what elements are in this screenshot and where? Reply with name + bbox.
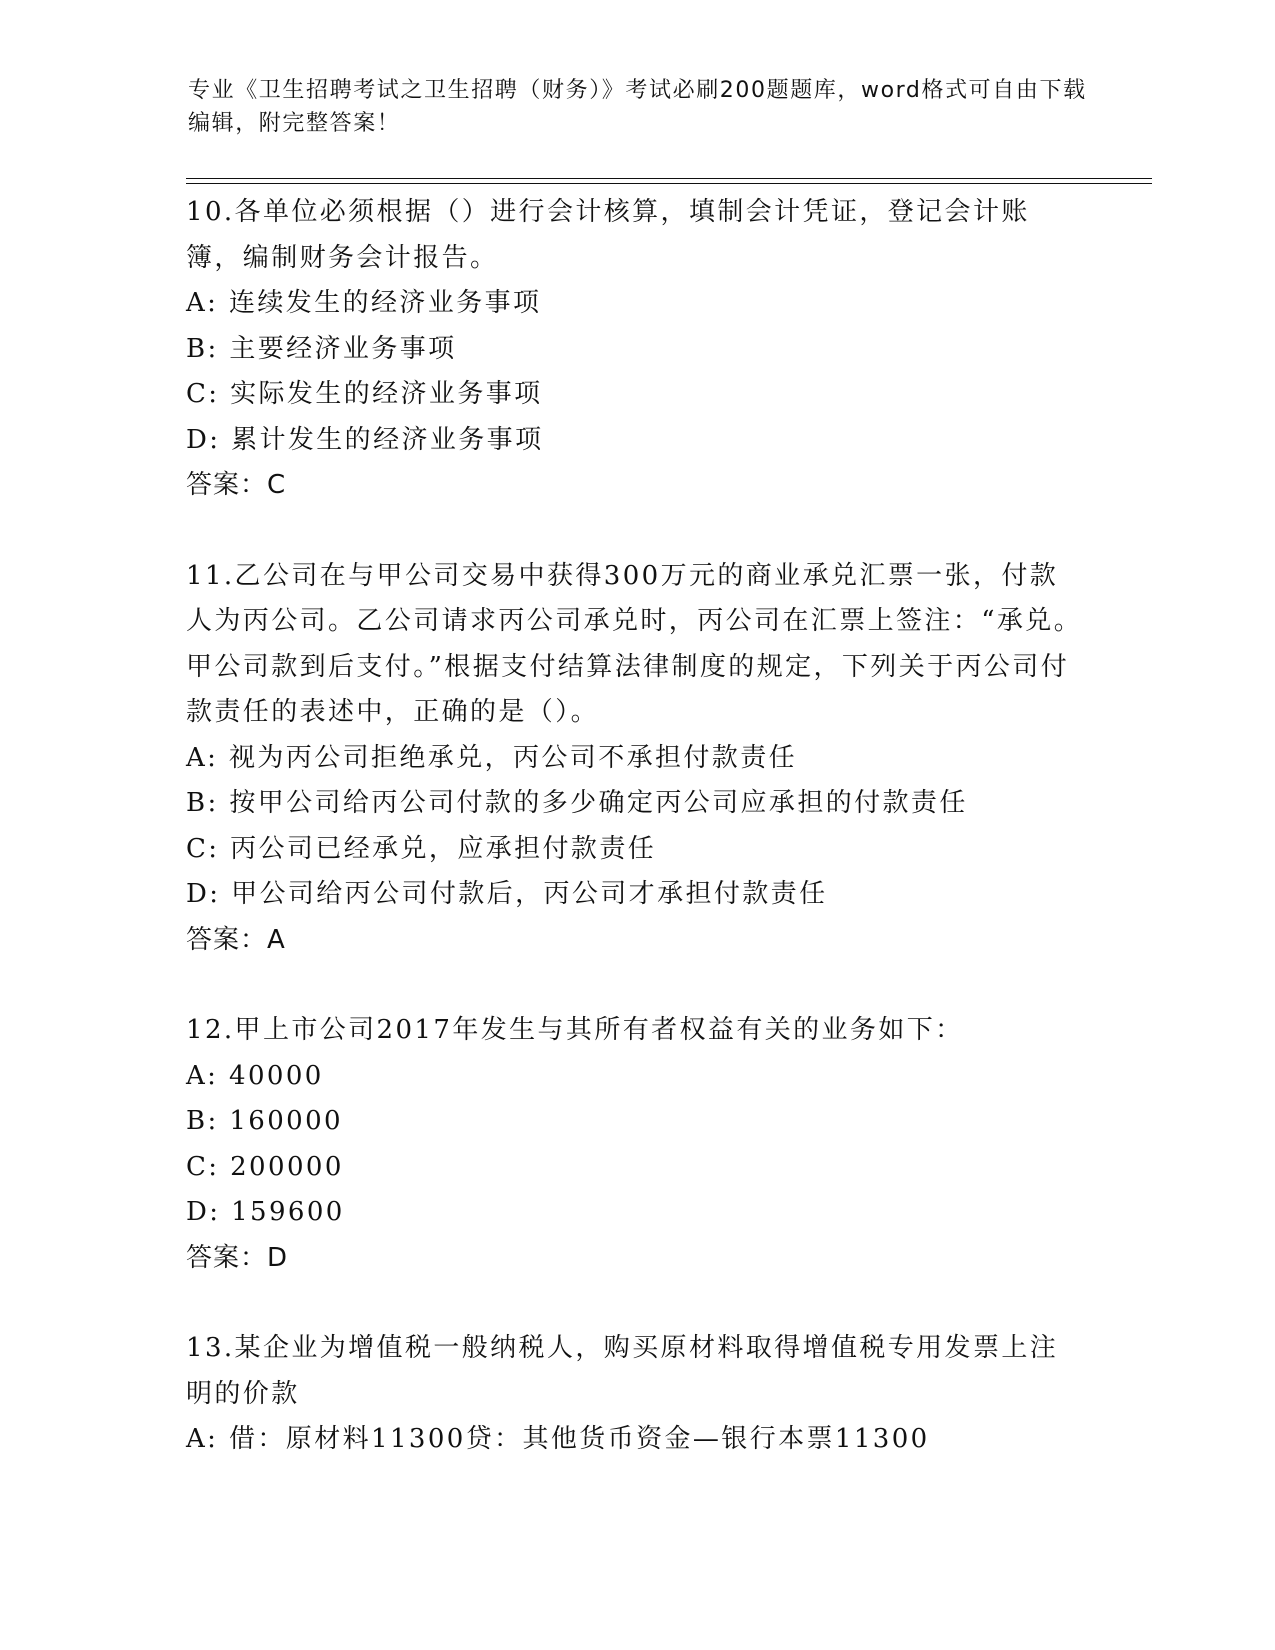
question-10: [186, 190, 1086, 509]
option-c: C: 丙公司已经承兑，应承担付款责任: [186, 833, 657, 864]
option-d: D: 累计发生的经济业务事项: [186, 424, 544, 455]
question-list: [186, 190, 1086, 1508]
question-12: [186, 1008, 1086, 1281]
option-b: B: 160000: [186, 1106, 343, 1136]
question-11: [186, 554, 1086, 964]
header-rule-top: [186, 178, 1152, 179]
option-d: D: 甲公司给丙公司付款后，丙公司才承担付款责任: [186, 879, 828, 909]
option-a: A: 视为丙公司拒绝承兑，丙公司不承担付款责任: [186, 742, 798, 773]
option-c: C: 实际发生的经济业务事项: [186, 379, 543, 409]
option-a: A: 40000: [186, 1060, 324, 1091]
option-a: A: 借：原材料11300贷：其他货币资金—银行本票11300: [186, 1424, 930, 1454]
option-d: D: 159600: [186, 1197, 345, 1227]
question-text: 10.各单位必须根据（）进行会计核算，填制会计凭证，登记会计账簿，编制财务会计报告。: [186, 197, 1030, 273]
question-text: 11.乙公司在与甲公司交易中获得300万元的商业承兑汇票一张，付款人为丙公司。乙公司请求丙公司承兑时，丙公司在汇票上签注：“承兑。甲公司款到后支付。”根据支付结算法律制度的规定，下列关于丙公司付款责任的表述中，正确的是（）。: [186, 560, 1083, 727]
answer-text: 答案：C: [186, 470, 287, 500]
header-rule-bottom: [186, 183, 1152, 184]
option-b: B: 主要经济业务事项: [186, 333, 457, 364]
option-c: C: 200000: [186, 1151, 344, 1182]
question-text: 13.某企业为增值税一般纳税人，购买原材料取得增值税专用发票上注明的价款: [186, 1333, 1059, 1409]
page-header: 专业《卫生招聘考试之卫生招聘（财务）》考试必刷200题题库，word格式可自由下载编辑，附完整答案！: [188, 78, 1087, 136]
question-text: 12.甲上市公司2017年发生与其所有者权益有关的业务如下：: [186, 1015, 964, 1045]
option-a: A: 连续发生的经济业务事项: [186, 288, 542, 318]
answer-text: 答案：D: [186, 1242, 289, 1273]
question-13: [186, 1326, 1086, 1463]
option-b: B: 按甲公司给丙公司付款的多少确定丙公司应承担的付款责任: [186, 788, 968, 818]
answer-text: 答案：A: [186, 924, 286, 955]
